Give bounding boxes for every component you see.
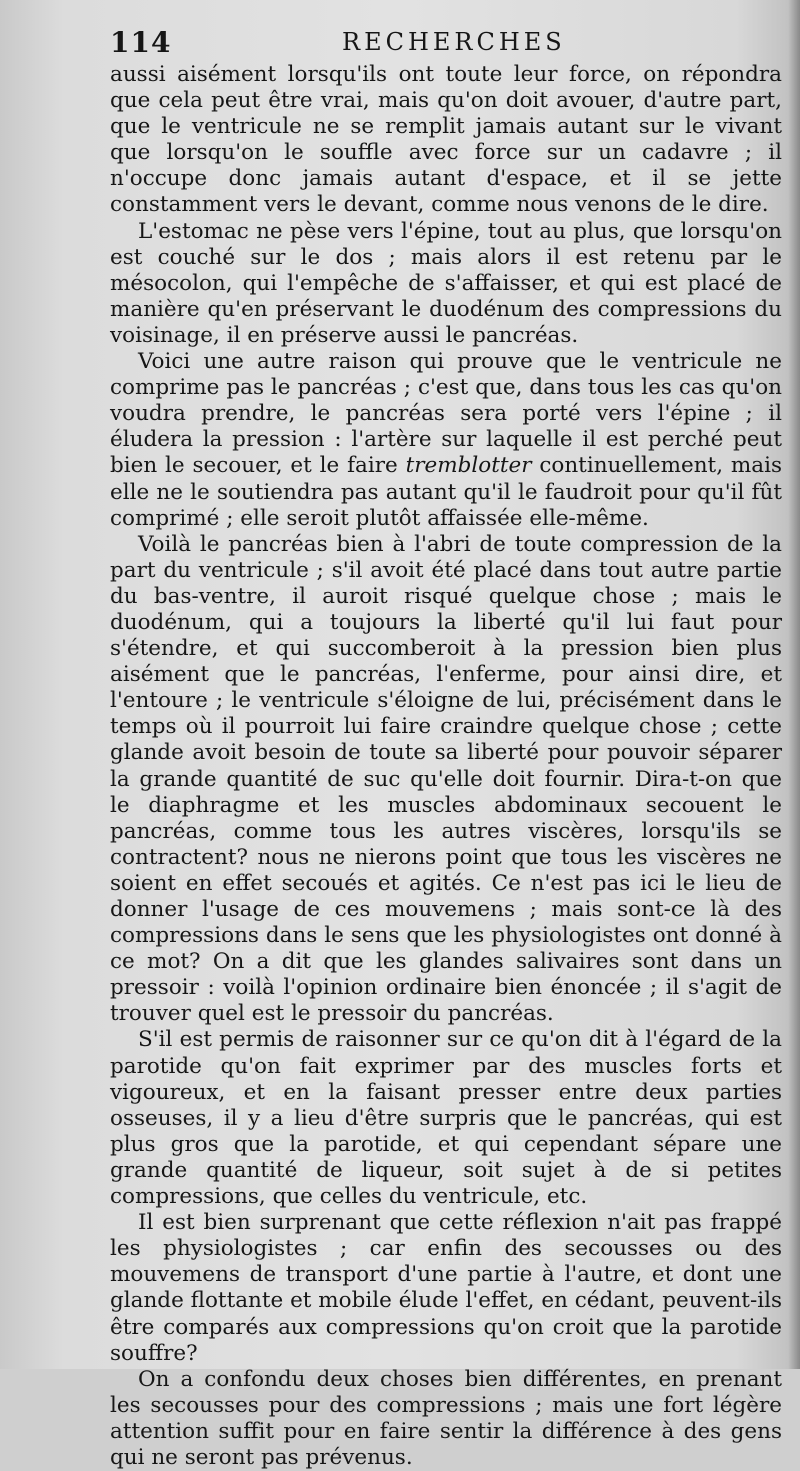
- paragraph-5: S'il est permis de raisonner sur ce qu'on dit à l'égard de la parotide qu'on fait exprimer par des muscles forts et vigoureux, et en la faisant presser entre deux parties osseuses, il y a lieu d'être surpris que le pancréas, qui est plus gros que la parotide, et qui cependant sépare une grande quantité de liqueur, soit sujet à de si petites compressions, que celles du ventricule, etc.: [110, 1027, 782, 1210]
- page-header: [110, 20, 750, 60]
- running-head: RECHERCHES: [342, 28, 566, 56]
- paragraph-3-text-after: continuellement, mais elle ne le soutiendra pas autant qu'il le faudroit pour qu'il fût comprimé ; elle seroit plutôt affaissée elle-même.: [110, 453, 782, 531]
- paragraph-2: L'estomac ne pèse vers l'épine, tout au plus, que lorsqu'on est couché sur le dos ; mais alors il est retenu par le mésocolon, qui l'empêche de s'affaisser, et qui est placé de manière qu'en préservant le duodénum des compressions du voisinage, il en préserve aussi le pancréas.: [110, 218, 782, 348]
- paragraph-6: Il est bien surprenant que cette réflexion n'ait pas frappé les physiologistes ; car enfin des secousses ou des mouvemens de transport d'une partie à l'autre, et dont une glande flottante et mobile élude l'effet, en cédant, peuvent-ils être comparés aux compressions qu'on croit que la parotide souffre?: [110, 1210, 782, 1366]
- italic-word: tremblotter: [405, 453, 532, 479]
- page-number: 114: [110, 26, 172, 59]
- paragraph-3: [110, 349, 782, 532]
- paragraph-3-text-before: Voici une autre raison qui prouve que le ventricule ne comprime pas le pancréas ; c'est que, dans tous les cas qu'on voudra prendre, le pancréas sera porté vers l'épine ; il éludera la pression : l'artère sur laquelle il est perché peut bien le secouer, et le faire: [110, 349, 782, 479]
- paragraph-7: On a confondu deux choses bien différentes, en prenant les secousses pour des compressions ; mais une fort légère attention suffit pour en faire sentir la différence à des gens qui ne seront pas prévenus.: [110, 1366, 782, 1470]
- paragraph-1: aussi aisément lorsqu'ils ont toute leur force, on répondra que cela peut être vrai, mais qu'on doit avouer, d'autre part, que le ventricule ne se remplit jamais autant sur le vivant que lorsqu'on le souffle avec force sur un cadavre ; il n'occupe donc jamais autant d'espace, et il se jette constamment vers le devant, comme nous venons de le dire.: [110, 62, 782, 218]
- paragraph-4: Voilà le pancréas bien à l'abri de toute compression de la part du ventricule ; s'il avoit été placé dans tout autre partie du bas-ventre, il auroit risqué quelque chose ; mais le duodénum, qui a toujours la liberté qu'il lui faut pour s'étendre, et qui succomberoit à la pression bien plus aisément que le pancréas, l'enferme, pour ainsi dire, et l'entoure ; le ventricule s'éloigne de lui, précisément dans le temps où il pourroit lui faire craindre quelque chose ; cette glande avoit besoin de toute sa liberté pour pouvoir séparer la grande quantité de suc qu'elle doit fournir. Dira-t-on que le diaphragme et les muscles abdominaux secouent le pancréas, comme tous les autres viscères, lorsqu'ils se contractent? nous ne nierons point que tous les viscères ne soient en effet secoués et agités. Ce n'est pas ici le lieu de donner l'usage de ces mouvemens ; mais sont-ce là des compressions dans le sens que les physiologistes ont donné à ce mot? On a dit que les glandes salivaires sont dans un pressoir : voilà l'opinion ordinaire bien énoncée ; il s'agit de trouver quel est le pressoir du pancréas.: [110, 531, 782, 1027]
- page-body: [110, 62, 782, 1471]
- page-edge-shadow: [788, 0, 800, 1369]
